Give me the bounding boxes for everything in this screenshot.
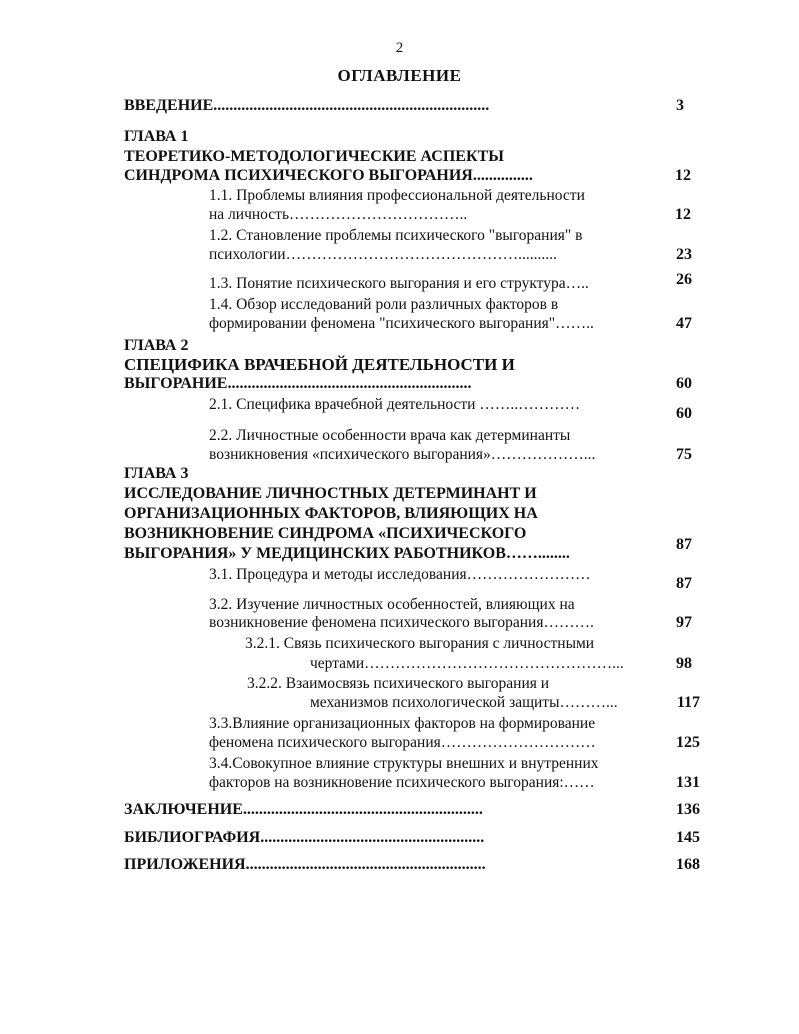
section-1-2-line2: психологии……………………………………….......... (209, 246, 557, 263)
section-3-1-line1: 3.1. Процедура и методы исследования…………………… (209, 566, 591, 583)
chapter-3-page: 87 (676, 536, 692, 553)
section-3-4-line2: факторов на возникновение психического выгорания:…… (209, 774, 595, 791)
section-3-3-line2: феномена психического выгорания………………………… (209, 734, 596, 751)
chapter-3-title-line2: ОРГАНИЗАЦИОННЫХ ФАКТОРОВ, ВЛИЯЮЩИХ НА (124, 505, 538, 522)
chapter-2-heading: ГЛАВА 2 (124, 337, 189, 354)
section-1-4-page: 47 (676, 315, 692, 332)
section-3-2-2-line1: 3.2.2. Взаимосвязь психического выгорания и (247, 675, 550, 692)
section-3-4-line1: 3.4.Совокупное влияние структуры внешних и внутренних (209, 755, 599, 772)
section-1-4-line2: формировании феномена "психического выгорания"…….. (209, 315, 594, 332)
toc-conclusion: ЗАКЛЮЧЕНИЕ............................................................ (124, 801, 483, 818)
section-3-2-1-line2: чертами…………………………………………... (310, 655, 624, 672)
toc-conclusion-page: 136 (676, 801, 700, 818)
toc-appendix: ПРИЛОЖЕНИЯ............................................................ (124, 856, 486, 873)
chapter-1-title-line2: СИНДРОМА ПСИХИЧЕСКОГО ВЫГОРАНИЯ............... (124, 167, 533, 184)
chapter-2-title-line2: ВЫГОРАНИЕ............................................................. (124, 375, 472, 392)
section-1-1-line2: на личность…………………………….. (209, 206, 468, 223)
chapter-3-heading: ГЛАВА 3 (124, 465, 189, 482)
section-3-2-page: 97 (676, 614, 692, 631)
section-3-2-line1: 3.2. Изучение личностных особенностей, влияющих на (209, 596, 575, 613)
chapter-1-title-line1: ТЕОРЕТИКО-МЕТОДОЛОГИЧЕСКИЕ АСПЕКТЫ (124, 148, 504, 165)
section-1-1-page: 12 (675, 206, 691, 223)
page-title: ОГЛАВЛЕНИЕ (337, 66, 462, 85)
chapter-2-title-line1: СПЕЦИФИКА ВРАЧЕБНОЙ ДЕЯТЕЛЬНОСТИ И (124, 355, 515, 374)
chapter-1-page: 12 (675, 167, 691, 184)
section-3-2-2-line2: механизмов психологической защиты………... (310, 694, 618, 711)
chapter-3-title-line4: ВЫГОРАНИЯ» У МЕДИЦИНСКИХ РАБОТНИКОВ……........ (124, 545, 570, 562)
section-1-4-line1: 1.4. Обзор исследований роли различных факторов в (209, 296, 559, 313)
section-3-3-page: 125 (676, 734, 700, 751)
section-1-2-line1: 1.2. Становление проблемы психического "выгорания" в (209, 227, 583, 244)
section-1-2-page: 23 (676, 246, 692, 263)
chapter-3-title-line1: ИССЛЕДОВАНИЕ ЛИЧНОСТНЫХ ДЕТЕРМИНАНТ И (124, 485, 537, 502)
toc-intro-page: 3 (676, 97, 684, 114)
section-2-1-line1: 2.1. Специфика врачебной деятельности ……..………… (209, 396, 581, 413)
section-2-1-page: 60 (676, 405, 692, 422)
page-number: 2 (395, 40, 404, 56)
section-2-2-line1: 2.2. Личностные особенности врача как детерминанты (209, 427, 571, 444)
toc-appendix-page: 168 (676, 856, 700, 873)
section-2-2-line2: возникновения «психического выгорания»………………... (209, 446, 596, 463)
section-1-3-page: 26 (676, 271, 692, 288)
chapter-3-title-line3: ВОЗНИКНОВЕНИЕ СИНДРОМА «ПСИХИЧЕСКОГО (124, 525, 527, 542)
section-3-2-2-page: 117 (676, 694, 700, 711)
section-1-1-line1: 1.1. Проблемы влияния профессиональной деятельности (209, 187, 585, 204)
toc-bibliography: БИБЛИОГРАФИЯ........................................................ (124, 829, 485, 846)
chapter-1-heading: ГЛАВА 1 (124, 128, 189, 145)
section-2-2-page: 75 (676, 446, 692, 463)
section-1-3-line1: 1.3. Понятие психического выгорания и его структура….. (209, 275, 589, 292)
section-3-2-line2: возникновение феномена психического выгорания………. (209, 614, 594, 631)
toc-bibliography-page: 145 (676, 829, 700, 846)
section-3-3-line1: 3.3.Влияние организационных факторов на формирование (209, 715, 596, 732)
section-3-1-page: 87 (676, 575, 692, 592)
section-3-2-1-line1: 3.2.1. Связь психического выгорания с личностными (245, 635, 595, 652)
chapter-2-page: 60 (676, 375, 692, 392)
toc-intro: ВВЕДЕНИЕ..................................................................... (124, 97, 490, 114)
section-3-4-page: 131 (676, 774, 700, 791)
section-3-2-1-page: 98 (676, 655, 692, 672)
